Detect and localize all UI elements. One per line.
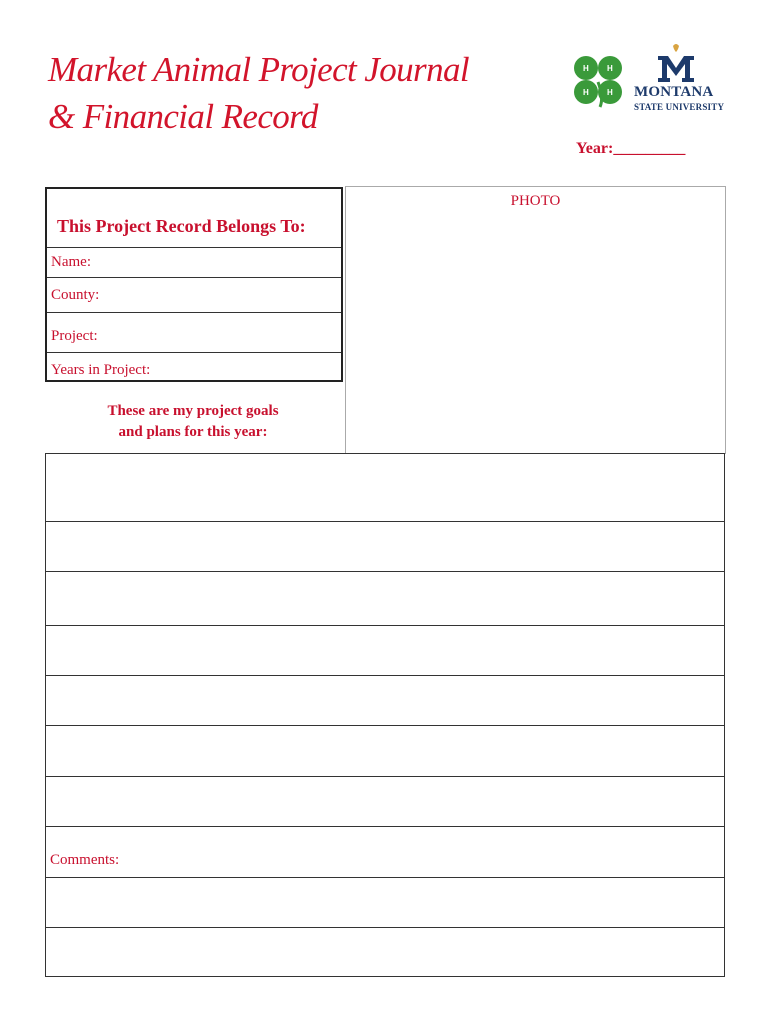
goals-caption-line1: These are my project goals <box>107 403 279 419</box>
svg-text:H: H <box>583 88 589 97</box>
comments-label: Comments: <box>50 852 120 868</box>
year-field[interactable]: Year:_________ <box>576 140 686 157</box>
title-line-2: & Financial Record <box>48 97 318 136</box>
project-field[interactable] <box>47 312 341 352</box>
svg-text:H: H <box>607 88 613 97</box>
msu-m-icon <box>652 44 700 84</box>
county-field[interactable] <box>47 277 341 312</box>
writing-line <box>46 776 724 777</box>
goals-caption-line2: and plans for this year: <box>118 424 268 440</box>
years-in-project-field[interactable] <box>47 352 341 382</box>
writing-line <box>46 625 724 626</box>
svg-text:H: H <box>583 64 589 73</box>
writing-line <box>46 571 724 572</box>
owner-heading: This Project Record Belongs To: <box>57 216 306 236</box>
goals-caption <box>48 401 338 443</box>
owner-heading-area <box>47 189 341 247</box>
msu-name-line1: MONTANA <box>634 84 714 100</box>
photo-label: PHOTO <box>510 193 561 209</box>
writing-line <box>46 521 724 522</box>
goals-writing-area[interactable] <box>45 453 725 977</box>
4-h-clover-icon <box>570 52 626 108</box>
name-label: Name: <box>51 254 91 270</box>
county-label: County: <box>51 287 100 303</box>
svg-text:H: H <box>607 64 613 73</box>
msu-name-line2: STATE UNIVERSITY <box>634 102 725 112</box>
writing-line <box>46 675 724 676</box>
montana-state-logo <box>634 44 730 120</box>
writing-line <box>46 927 724 928</box>
title-line-1: Market Animal Project Journal <box>48 50 469 89</box>
name-field[interactable] <box>47 247 341 277</box>
writing-line <box>46 877 724 878</box>
project-label: Project: <box>51 328 98 344</box>
writing-line <box>46 826 724 827</box>
years-in-project-label: Years in Project: <box>51 362 151 378</box>
photo-box[interactable] <box>345 186 726 454</box>
writing-line <box>46 725 724 726</box>
owner-info-box <box>45 187 343 382</box>
